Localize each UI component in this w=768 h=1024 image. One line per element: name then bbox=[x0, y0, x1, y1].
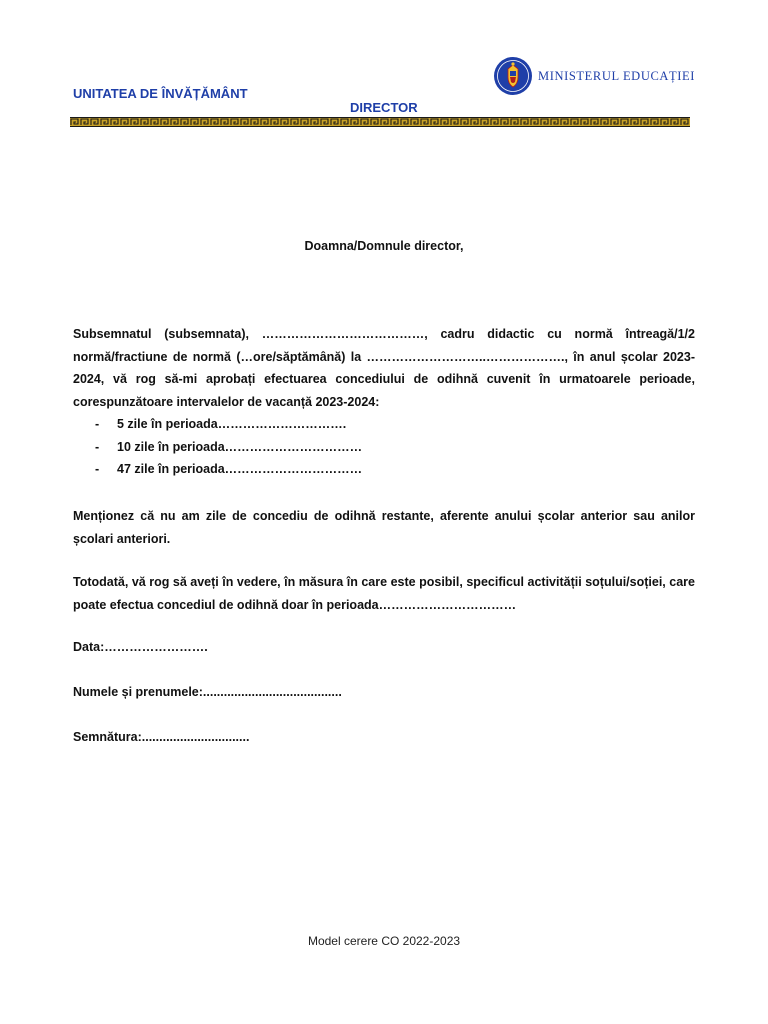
periods-list bbox=[73, 413, 695, 481]
date-field: Data:……………………. bbox=[73, 640, 208, 654]
director-label: DIRECTOR bbox=[350, 100, 418, 115]
salutation: Doamna/Domnule director, bbox=[304, 239, 464, 253]
ministry-logo bbox=[493, 56, 695, 96]
no-remaining-leave-paragraph: Menționez că nu am zile de concediu de odihnă restante, aferente anului școlar anterior sau anilor școlari anteriori. bbox=[73, 509, 695, 546]
request-text: Subsemnatul (subsemnata), …………………………………, cadru didactic cu normă întreagă/1/2 normă/fractiune de normă (…ore/săptămână) la ………………………..………………., în anul școlar 2023-2024, vă rog să-mi aprobați efectuarea concediului de odihnă cuvenit în urmatoarele perioade, corespunzătoare intervalelor de vacanță 2023-2024: bbox=[73, 327, 695, 409]
signature-field: Semnătura:............................... bbox=[73, 730, 250, 744]
footer-caption: Model cerere CO 2022-2023 bbox=[307, 934, 461, 948]
name-field: Numele și prenumele:........................................ bbox=[73, 685, 342, 699]
school-unit-label: UNITATEA DE ÎNVĂȚĂMÂNT bbox=[73, 86, 248, 101]
list-item: - 47 zile în perioada…………………………… bbox=[95, 462, 363, 476]
list-item: - 10 zile în perioada…………………………… bbox=[95, 439, 363, 454]
romania-coat-of-arms-icon bbox=[493, 56, 533, 96]
greek-key-border bbox=[70, 117, 690, 127]
spouse-paragraph: Totodată, vă rog să aveți în vedere, în măsura în care este posibil, specificul activității soțului/soției, care poate efectua concediul de odihnă doar în perioada…………………………… bbox=[73, 575, 695, 612]
request-paragraph bbox=[73, 323, 695, 481]
list-item: - 5 zile în perioada…………………………. bbox=[95, 417, 347, 431]
ministry-name: MINISTERUL EDUCAȚIEI bbox=[538, 68, 696, 83]
